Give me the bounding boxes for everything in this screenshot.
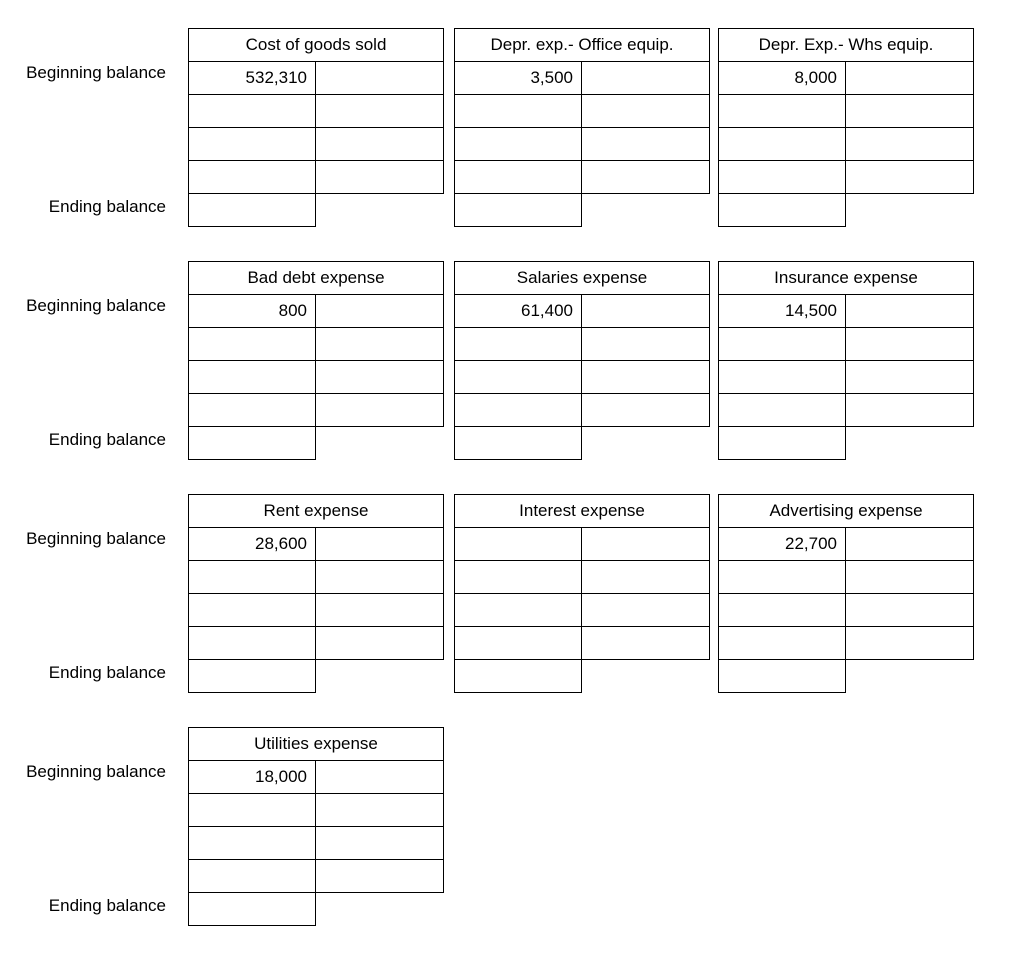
credit-entry-cell[interactable] [315,859,444,893]
ending-balance-cell[interactable] [718,193,846,227]
debit-entry-cell[interactable] [188,127,316,161]
ending-balance-cell[interactable] [188,426,316,460]
credit-entry-cell[interactable] [315,560,444,594]
debit-entry-cell[interactable] [454,560,582,594]
credit-entry-cell[interactable] [315,793,444,827]
debit-entry-cell[interactable] [718,560,846,594]
t-account [454,494,710,695]
account-title: Depr. exp.- Office equip. [454,28,710,62]
debit-beginning-cell[interactable] [188,294,316,328]
credit-entry-cell[interactable] [315,294,444,328]
debit-beginning-cell[interactable] [718,527,846,561]
ending-balance-cell[interactable] [188,193,316,227]
credit-entry-cell[interactable] [315,826,444,860]
beginning-balance-value: 3,500 [530,68,573,87]
beginning-balance-value: 61,400 [521,301,573,320]
ending-balance-cell[interactable] [718,426,846,460]
debit-beginning-cell[interactable] [718,61,846,95]
ending-balance-cell[interactable] [188,659,316,693]
debit-entry-cell[interactable] [454,327,582,361]
credit-entry-cell[interactable] [581,160,710,194]
debit-entry-cell[interactable] [454,393,582,427]
t-account [188,494,444,695]
beginning-balance-label-row4: Beginning balance [26,762,166,781]
account-title: Interest expense [454,494,710,528]
debit-entry-cell[interactable] [454,593,582,627]
account-title: Utilities expense [188,727,444,761]
debit-entry-cell[interactable] [188,560,316,594]
credit-entry-cell[interactable] [581,626,710,660]
debit-entry-cell[interactable] [718,593,846,627]
beginning-balance-value: 28,600 [255,534,307,553]
beginning-balance-label-row3: Beginning balance [26,529,166,548]
debit-entry-cell[interactable] [188,626,316,660]
credit-entry-cell[interactable] [845,61,974,95]
credit-entry-cell[interactable] [315,593,444,627]
credit-entry-cell[interactable] [315,760,444,794]
t-account [454,28,710,229]
credit-entry-cell[interactable] [315,127,444,161]
beginning-balance-label-row2: Beginning balance [26,296,166,315]
debit-beginning-cell[interactable] [454,527,582,561]
ending-balance-cell[interactable] [718,659,846,693]
beginning-balance-value: 800 [278,301,307,320]
debit-entry-cell[interactable] [718,360,846,394]
ending-balance-label-row1: Ending balance [48,197,166,216]
debit-beginning-cell[interactable] [718,294,846,328]
debit-entry-cell[interactable] [188,826,316,860]
debit-entry-cell[interactable] [718,127,846,161]
debit-beginning-cell[interactable] [454,294,582,328]
account-title: Bad debt expense [188,261,444,295]
credit-entry-cell[interactable] [581,327,710,361]
debit-entry-cell[interactable] [454,626,582,660]
credit-entry-cell[interactable] [845,160,974,194]
t-account [718,494,974,695]
credit-entry-cell[interactable] [845,560,974,594]
beginning-balance-value: 532,310 [245,68,307,87]
ending-balance-cell[interactable] [454,659,582,693]
credit-entry-cell[interactable] [315,94,444,128]
credit-entry-cell[interactable] [315,327,444,361]
credit-entry-cell[interactable] [581,127,710,161]
debit-beginning-cell[interactable] [188,61,316,95]
credit-entry-cell[interactable] [315,360,444,394]
beginning-balance-value: 22,700 [785,534,837,553]
credit-entry-cell[interactable] [581,61,710,95]
credit-entry-cell[interactable] [315,393,444,427]
debit-entry-cell[interactable] [454,160,582,194]
credit-entry-cell[interactable] [581,94,710,128]
beginning-balance-value [573,534,581,553]
credit-entry-cell[interactable] [845,527,974,561]
beginning-balance-label-row1: Beginning balance [26,63,166,82]
debit-entry-cell[interactable] [188,859,316,893]
t-account [718,261,974,462]
debit-beginning-cell[interactable] [188,760,316,794]
credit-entry-cell[interactable] [845,626,974,660]
debit-entry-cell[interactable] [718,160,846,194]
credit-entry-cell[interactable] [845,360,974,394]
debit-entry-cell[interactable] [454,127,582,161]
account-title: Insurance expense [718,261,974,295]
credit-entry-cell[interactable] [581,593,710,627]
account-title: Advertising expense [718,494,974,528]
debit-entry-cell[interactable] [718,94,846,128]
t-account [188,727,444,928]
beginning-balance-value: 18,000 [255,767,307,786]
debit-beginning-cell[interactable] [188,527,316,561]
credit-entry-cell[interactable] [845,327,974,361]
credit-entry-cell[interactable] [845,127,974,161]
debit-entry-cell[interactable] [188,327,316,361]
debit-entry-cell[interactable] [718,626,846,660]
credit-entry-cell[interactable] [581,393,710,427]
debit-entry-cell[interactable] [454,360,582,394]
credit-entry-cell[interactable] [581,360,710,394]
credit-entry-cell[interactable] [315,626,444,660]
beginning-balance-value: 8,000 [794,68,837,87]
account-title: Rent expense [188,494,444,528]
credit-entry-cell[interactable] [581,527,710,561]
t-account [188,28,444,229]
account-title: Depr. Exp.- Whs equip. [718,28,974,62]
credit-entry-cell[interactable] [845,294,974,328]
debit-entry-cell[interactable] [718,393,846,427]
ending-balance-cell[interactable] [188,892,316,926]
credit-entry-cell[interactable] [581,294,710,328]
debit-beginning-cell[interactable] [454,61,582,95]
ending-balance-label-row4: Ending balance [48,896,166,915]
credit-entry-cell[interactable] [315,527,444,561]
debit-entry-cell[interactable] [188,94,316,128]
debit-entry-cell[interactable] [454,94,582,128]
ending-balance-cell[interactable] [454,193,582,227]
credit-entry-cell[interactable] [581,560,710,594]
t-account [454,261,710,462]
credit-entry-cell[interactable] [315,160,444,194]
account-title: Salaries expense [454,261,710,295]
credit-entry-cell[interactable] [845,94,974,128]
credit-entry-cell[interactable] [845,593,974,627]
debit-entry-cell[interactable] [188,793,316,827]
t-account [718,28,974,229]
beginning-balance-value: 14,500 [785,301,837,320]
debit-entry-cell[interactable] [188,160,316,194]
account-title: Cost of goods sold [188,28,444,62]
credit-entry-cell[interactable] [845,393,974,427]
ending-balance-label-row2: Ending balance [48,430,166,449]
t-account [188,261,444,462]
debit-entry-cell[interactable] [188,593,316,627]
debit-entry-cell[interactable] [718,327,846,361]
credit-entry-cell[interactable] [315,61,444,95]
debit-entry-cell[interactable] [188,360,316,394]
ending-balance-cell[interactable] [454,426,582,460]
debit-entry-cell[interactable] [188,393,316,427]
ending-balance-label-row3: Ending balance [48,663,166,682]
